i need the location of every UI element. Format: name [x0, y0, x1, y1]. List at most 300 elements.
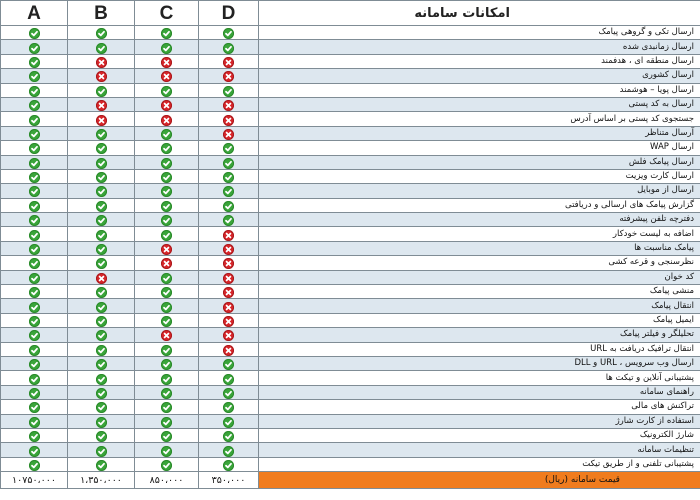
plan-b-mark — [68, 342, 135, 356]
check-circle-icon — [223, 201, 234, 212]
plan-c-mark — [135, 356, 199, 370]
feature-name: منشی پیامک — [259, 285, 700, 299]
check-circle-icon — [96, 258, 107, 269]
check-circle-icon — [96, 345, 107, 356]
plan-d-mark — [199, 256, 259, 270]
check-circle-icon — [223, 143, 234, 154]
plan-a-mark — [1, 328, 68, 342]
plan-b-mark — [68, 313, 135, 327]
check-circle-icon — [29, 374, 40, 385]
feature-row — [1, 270, 700, 284]
check-circle-icon — [161, 345, 172, 356]
price-row — [1, 472, 700, 489]
feature-row — [1, 241, 700, 255]
feature-row — [1, 198, 700, 212]
plan-b-mark — [68, 414, 135, 428]
check-circle-icon — [29, 71, 40, 82]
plan-a-mark — [1, 256, 68, 270]
plan-a-mark — [1, 342, 68, 356]
plan-b-mark — [68, 112, 135, 126]
plan-b-mark — [68, 83, 135, 97]
plan-a-mark — [1, 371, 68, 385]
plan-b-mark — [68, 400, 135, 414]
cross-circle-icon — [161, 71, 172, 82]
plan-c-mark — [135, 141, 199, 155]
check-circle-icon — [161, 201, 172, 212]
feature-name: ارسال تکی و گروهی پیامک — [259, 26, 700, 40]
check-circle-icon — [96, 172, 107, 183]
plan-a-header: A — [1, 1, 68, 26]
plan-d-mark — [199, 198, 259, 212]
feature-row — [1, 328, 700, 342]
plan-c-mark — [135, 256, 199, 270]
feature-name: کد خوان — [259, 270, 700, 284]
check-circle-icon — [96, 417, 107, 428]
check-circle-icon — [161, 460, 172, 471]
cross-circle-icon — [96, 115, 107, 126]
feature-row — [1, 457, 700, 471]
feature-name: ارسال پیامک فلش — [259, 155, 700, 169]
plan-d-mark — [199, 155, 259, 169]
check-circle-icon — [161, 86, 172, 97]
plan-b-header: B — [68, 1, 135, 26]
feature-row — [1, 299, 700, 313]
feature-row — [1, 414, 700, 428]
check-circle-icon — [223, 402, 234, 413]
cross-circle-icon — [161, 244, 172, 255]
plan-a-mark — [1, 241, 68, 255]
feature-row — [1, 97, 700, 111]
plan-c-mark — [135, 155, 199, 169]
plan-c-mark — [135, 83, 199, 97]
check-circle-icon — [29, 388, 40, 399]
plan-b-mark — [68, 126, 135, 140]
check-circle-icon — [29, 201, 40, 212]
check-circle-icon — [96, 215, 107, 226]
cross-circle-icon — [223, 115, 234, 126]
plan-d-mark — [199, 213, 259, 227]
check-circle-icon — [29, 402, 40, 413]
feature-name: انتقال ترافیک دریافت به URL — [259, 342, 700, 356]
check-circle-icon — [223, 388, 234, 399]
plan-d-mark — [199, 342, 259, 356]
plan-d-mark — [199, 83, 259, 97]
check-circle-icon — [161, 388, 172, 399]
check-circle-icon — [29, 273, 40, 284]
plan-c-mark — [135, 112, 199, 126]
cross-circle-icon — [161, 330, 172, 341]
plan-a-mark — [1, 184, 68, 198]
plan-a-mark — [1, 313, 68, 327]
check-circle-icon — [29, 330, 40, 341]
check-circle-icon — [29, 57, 40, 68]
feature-row — [1, 342, 700, 356]
plan-c-mark — [135, 40, 199, 54]
plan-a-mark — [1, 213, 68, 227]
feature-name: پیامک مناسبت ها — [259, 241, 700, 255]
price-plan-a: ۱۰۷۵۰،۰۰۰ — [1, 472, 68, 489]
check-circle-icon — [161, 158, 172, 169]
check-circle-icon — [29, 86, 40, 97]
plan-a-mark — [1, 97, 68, 111]
check-circle-icon — [29, 158, 40, 169]
check-circle-icon — [96, 431, 107, 442]
features-title: امکانات سامانه — [259, 1, 700, 26]
check-circle-icon — [29, 359, 40, 370]
cross-circle-icon — [161, 100, 172, 111]
check-circle-icon — [29, 100, 40, 111]
plan-d-mark — [199, 285, 259, 299]
cross-circle-icon — [96, 57, 107, 68]
plan-b-mark — [68, 169, 135, 183]
plan-a-mark — [1, 126, 68, 140]
check-circle-icon — [29, 143, 40, 154]
check-circle-icon — [223, 86, 234, 97]
feature-row — [1, 213, 700, 227]
plan-c-header: C — [135, 1, 199, 26]
plan-d-mark — [199, 371, 259, 385]
plan-d-mark — [199, 428, 259, 442]
plan-a-mark — [1, 40, 68, 54]
check-circle-icon — [161, 172, 172, 183]
plan-d-mark — [199, 385, 259, 399]
plan-d-mark — [199, 184, 259, 198]
feature-name: راهنمای سامانه — [259, 385, 700, 399]
plan-c-mark — [135, 198, 199, 212]
check-circle-icon — [161, 374, 172, 385]
feature-name: ارسال به کد پستی — [259, 97, 700, 111]
plan-c-mark — [135, 313, 199, 327]
plan-c-mark — [135, 457, 199, 471]
plan-c-mark — [135, 371, 199, 385]
plan-a-mark — [1, 443, 68, 457]
check-circle-icon — [223, 186, 234, 197]
feature-name: اضافه به لیست خودکار — [259, 227, 700, 241]
feature-row — [1, 26, 700, 40]
plan-d-mark — [199, 54, 259, 68]
feature-row — [1, 184, 700, 198]
plan-c-mark — [135, 126, 199, 140]
check-circle-icon — [223, 215, 234, 226]
cross-circle-icon — [161, 258, 172, 269]
check-circle-icon — [29, 417, 40, 428]
plan-c-mark — [135, 227, 199, 241]
check-circle-icon — [29, 215, 40, 226]
check-circle-icon — [161, 43, 172, 54]
check-circle-icon — [223, 28, 234, 39]
check-circle-icon — [161, 186, 172, 197]
feature-name: نظرسنجی و قرعه کشی — [259, 256, 700, 270]
plan-c-mark — [135, 400, 199, 414]
feature-row — [1, 141, 700, 155]
plan-b-mark — [68, 457, 135, 471]
check-circle-icon — [96, 143, 107, 154]
plan-b-mark — [68, 270, 135, 284]
plan-d-mark — [199, 141, 259, 155]
plan-a-mark — [1, 356, 68, 370]
cross-circle-icon — [223, 100, 234, 111]
check-circle-icon — [96, 158, 107, 169]
feature-row — [1, 256, 700, 270]
check-circle-icon — [96, 330, 107, 341]
check-circle-icon — [29, 43, 40, 54]
feature-row — [1, 313, 700, 327]
plan-d-mark — [199, 26, 259, 40]
plan-c-mark — [135, 285, 199, 299]
feature-name: ارسال کشوری — [259, 69, 700, 83]
plan-a-mark — [1, 428, 68, 442]
plan-a-mark — [1, 198, 68, 212]
plan-a-mark — [1, 26, 68, 40]
feature-name: تحلیلگر و فیلتر پیامک — [259, 328, 700, 342]
check-circle-icon — [161, 143, 172, 154]
check-circle-icon — [29, 431, 40, 442]
check-circle-icon — [223, 43, 234, 54]
plan-d-mark — [199, 400, 259, 414]
feature-name: جستجوی کد پستی بر اساس آدرس — [259, 112, 700, 126]
plan-a-mark — [1, 141, 68, 155]
check-circle-icon — [223, 374, 234, 385]
plan-a-mark — [1, 69, 68, 83]
plan-d-mark — [199, 328, 259, 342]
feature-row — [1, 155, 700, 169]
feature-name: پشتیبانی تلفنی و از طریق تیکت — [259, 457, 700, 471]
price-plan-b: ۱،۳۵۰،۰۰۰ — [68, 472, 135, 489]
check-circle-icon — [161, 302, 172, 313]
feature-row — [1, 285, 700, 299]
feature-row — [1, 83, 700, 97]
plan-b-mark — [68, 356, 135, 370]
check-circle-icon — [29, 115, 40, 126]
check-circle-icon — [96, 186, 107, 197]
plan-b-mark — [68, 213, 135, 227]
plan-a-mark — [1, 400, 68, 414]
plan-c-mark — [135, 241, 199, 255]
check-circle-icon — [29, 345, 40, 356]
plan-c-mark — [135, 299, 199, 313]
plan-b-mark — [68, 371, 135, 385]
plan-d-mark — [199, 69, 259, 83]
check-circle-icon — [29, 28, 40, 39]
check-circle-icon — [161, 273, 172, 284]
plan-b-mark — [68, 69, 135, 83]
plan-c-mark — [135, 69, 199, 83]
check-circle-icon — [96, 302, 107, 313]
plan-c-mark — [135, 26, 199, 40]
plan-d-header: D — [199, 1, 259, 26]
check-circle-icon — [96, 129, 107, 140]
plan-b-mark — [68, 227, 135, 241]
plan-b-mark — [68, 141, 135, 155]
check-circle-icon — [96, 287, 107, 298]
plan-b-mark — [68, 443, 135, 457]
plan-a-mark — [1, 457, 68, 471]
feature-row — [1, 126, 700, 140]
plan-b-mark — [68, 40, 135, 54]
cross-circle-icon — [223, 258, 234, 269]
check-circle-icon — [29, 258, 40, 269]
cross-circle-icon — [223, 244, 234, 255]
feature-row — [1, 54, 700, 68]
plan-a-mark — [1, 169, 68, 183]
feature-name: تنظیمات سامانه — [259, 443, 700, 457]
plan-c-mark — [135, 184, 199, 198]
check-circle-icon — [29, 129, 40, 140]
price-label: قیمت سامانه (ریال) — [259, 472, 700, 489]
plan-b-mark — [68, 256, 135, 270]
cross-circle-icon — [161, 115, 172, 126]
check-circle-icon — [161, 215, 172, 226]
feature-row — [1, 169, 700, 183]
plan-a-mark — [1, 385, 68, 399]
plan-c-mark — [135, 270, 199, 284]
plan-b-mark — [68, 428, 135, 442]
plan-a-mark — [1, 299, 68, 313]
feature-name: ارسال از موبایل — [259, 184, 700, 198]
check-circle-icon — [161, 446, 172, 457]
cross-circle-icon — [161, 57, 172, 68]
check-circle-icon — [96, 374, 107, 385]
feature-name: استفاده از کارت شارژ — [259, 414, 700, 428]
cross-circle-icon — [223, 302, 234, 313]
plan-c-mark — [135, 169, 199, 183]
plan-c-mark — [135, 385, 199, 399]
plan-b-mark — [68, 299, 135, 313]
cross-circle-icon — [96, 100, 107, 111]
check-circle-icon — [96, 388, 107, 399]
feature-name: ارسال WAP — [259, 141, 700, 155]
feature-name: ارسال کارت ویزیت — [259, 169, 700, 183]
check-circle-icon — [29, 460, 40, 471]
plan-d-mark — [199, 169, 259, 183]
plan-d-mark — [199, 414, 259, 428]
feature-row — [1, 356, 700, 370]
check-circle-icon — [96, 43, 107, 54]
plan-c-mark — [135, 328, 199, 342]
check-circle-icon — [161, 28, 172, 39]
check-circle-icon — [29, 302, 40, 313]
check-circle-icon — [29, 316, 40, 327]
check-circle-icon — [223, 359, 234, 370]
check-circle-icon — [223, 460, 234, 471]
feature-name: دفترچه تلفن پیشرفته — [259, 213, 700, 227]
plan-d-mark — [199, 443, 259, 457]
plan-d-mark — [199, 270, 259, 284]
check-circle-icon — [29, 186, 40, 197]
feature-row — [1, 400, 700, 414]
feature-name: ارسال وب سرویس ، URL و DLL — [259, 356, 700, 370]
plan-b-mark — [68, 285, 135, 299]
plan-d-mark — [199, 227, 259, 241]
check-circle-icon — [96, 244, 107, 255]
cross-circle-icon — [223, 230, 234, 241]
cross-circle-icon — [223, 57, 234, 68]
plan-b-mark — [68, 97, 135, 111]
plan-a-mark — [1, 414, 68, 428]
check-circle-icon — [161, 402, 172, 413]
feature-name: ارسال زمانبدی شده — [259, 40, 700, 54]
cross-circle-icon — [223, 273, 234, 284]
check-circle-icon — [29, 230, 40, 241]
plan-d-mark — [199, 97, 259, 111]
feature-row — [1, 443, 700, 457]
plan-c-mark — [135, 213, 199, 227]
plan-a-mark — [1, 155, 68, 169]
plan-b-mark — [68, 155, 135, 169]
plan-a-mark — [1, 285, 68, 299]
feature-row — [1, 385, 700, 399]
check-circle-icon — [161, 359, 172, 370]
feature-name: ارسال پویا – هوشمند — [259, 83, 700, 97]
plan-c-mark — [135, 342, 199, 356]
check-circle-icon — [223, 172, 234, 183]
price-plan-d: ۳۵۰،۰۰۰ — [199, 472, 259, 489]
check-circle-icon — [96, 230, 107, 241]
feature-name: پشتیبانی آنلاین و تیکت ها — [259, 371, 700, 385]
check-circle-icon — [96, 201, 107, 212]
plan-b-mark — [68, 26, 135, 40]
price-plan-c: ۸۵۰،۰۰۰ — [135, 472, 199, 489]
plan-d-mark — [199, 241, 259, 255]
cross-circle-icon — [96, 71, 107, 82]
plan-b-mark — [68, 241, 135, 255]
feature-row — [1, 112, 700, 126]
check-circle-icon — [29, 244, 40, 255]
check-circle-icon — [223, 158, 234, 169]
plan-b-mark — [68, 385, 135, 399]
feature-row — [1, 428, 700, 442]
plan-a-mark — [1, 270, 68, 284]
plan-b-mark — [68, 184, 135, 198]
plan-a-mark — [1, 54, 68, 68]
feature-name: گزارش پیامک های ارسالی و دریافتی — [259, 198, 700, 212]
plan-c-mark — [135, 54, 199, 68]
plan-d-mark — [199, 356, 259, 370]
feature-name: ایمیل پیامک — [259, 313, 700, 327]
cross-circle-icon — [223, 330, 234, 341]
plan-b-mark — [68, 54, 135, 68]
check-circle-icon — [161, 417, 172, 428]
check-circle-icon — [96, 460, 107, 471]
plan-c-mark — [135, 428, 199, 442]
plan-a-mark — [1, 83, 68, 97]
feature-row — [1, 40, 700, 54]
check-circle-icon — [161, 230, 172, 241]
feature-name: تراکنش های مالی — [259, 400, 700, 414]
check-circle-icon — [29, 446, 40, 457]
plan-c-mark — [135, 443, 199, 457]
plan-a-mark — [1, 112, 68, 126]
check-circle-icon — [96, 86, 107, 97]
cross-circle-icon — [96, 273, 107, 284]
check-circle-icon — [223, 446, 234, 457]
check-circle-icon — [161, 287, 172, 298]
cross-circle-icon — [223, 129, 234, 140]
check-circle-icon — [96, 316, 107, 327]
plan-d-mark — [199, 40, 259, 54]
plan-d-mark — [199, 112, 259, 126]
check-circle-icon — [223, 431, 234, 442]
cross-circle-icon — [223, 71, 234, 82]
feature-name: آرسال متناظر — [259, 126, 700, 140]
plan-a-mark — [1, 227, 68, 241]
plan-b-mark — [68, 328, 135, 342]
plan-c-mark — [135, 97, 199, 111]
check-circle-icon — [223, 417, 234, 428]
plan-d-mark — [199, 126, 259, 140]
cross-circle-icon — [223, 287, 234, 298]
cross-circle-icon — [223, 345, 234, 356]
